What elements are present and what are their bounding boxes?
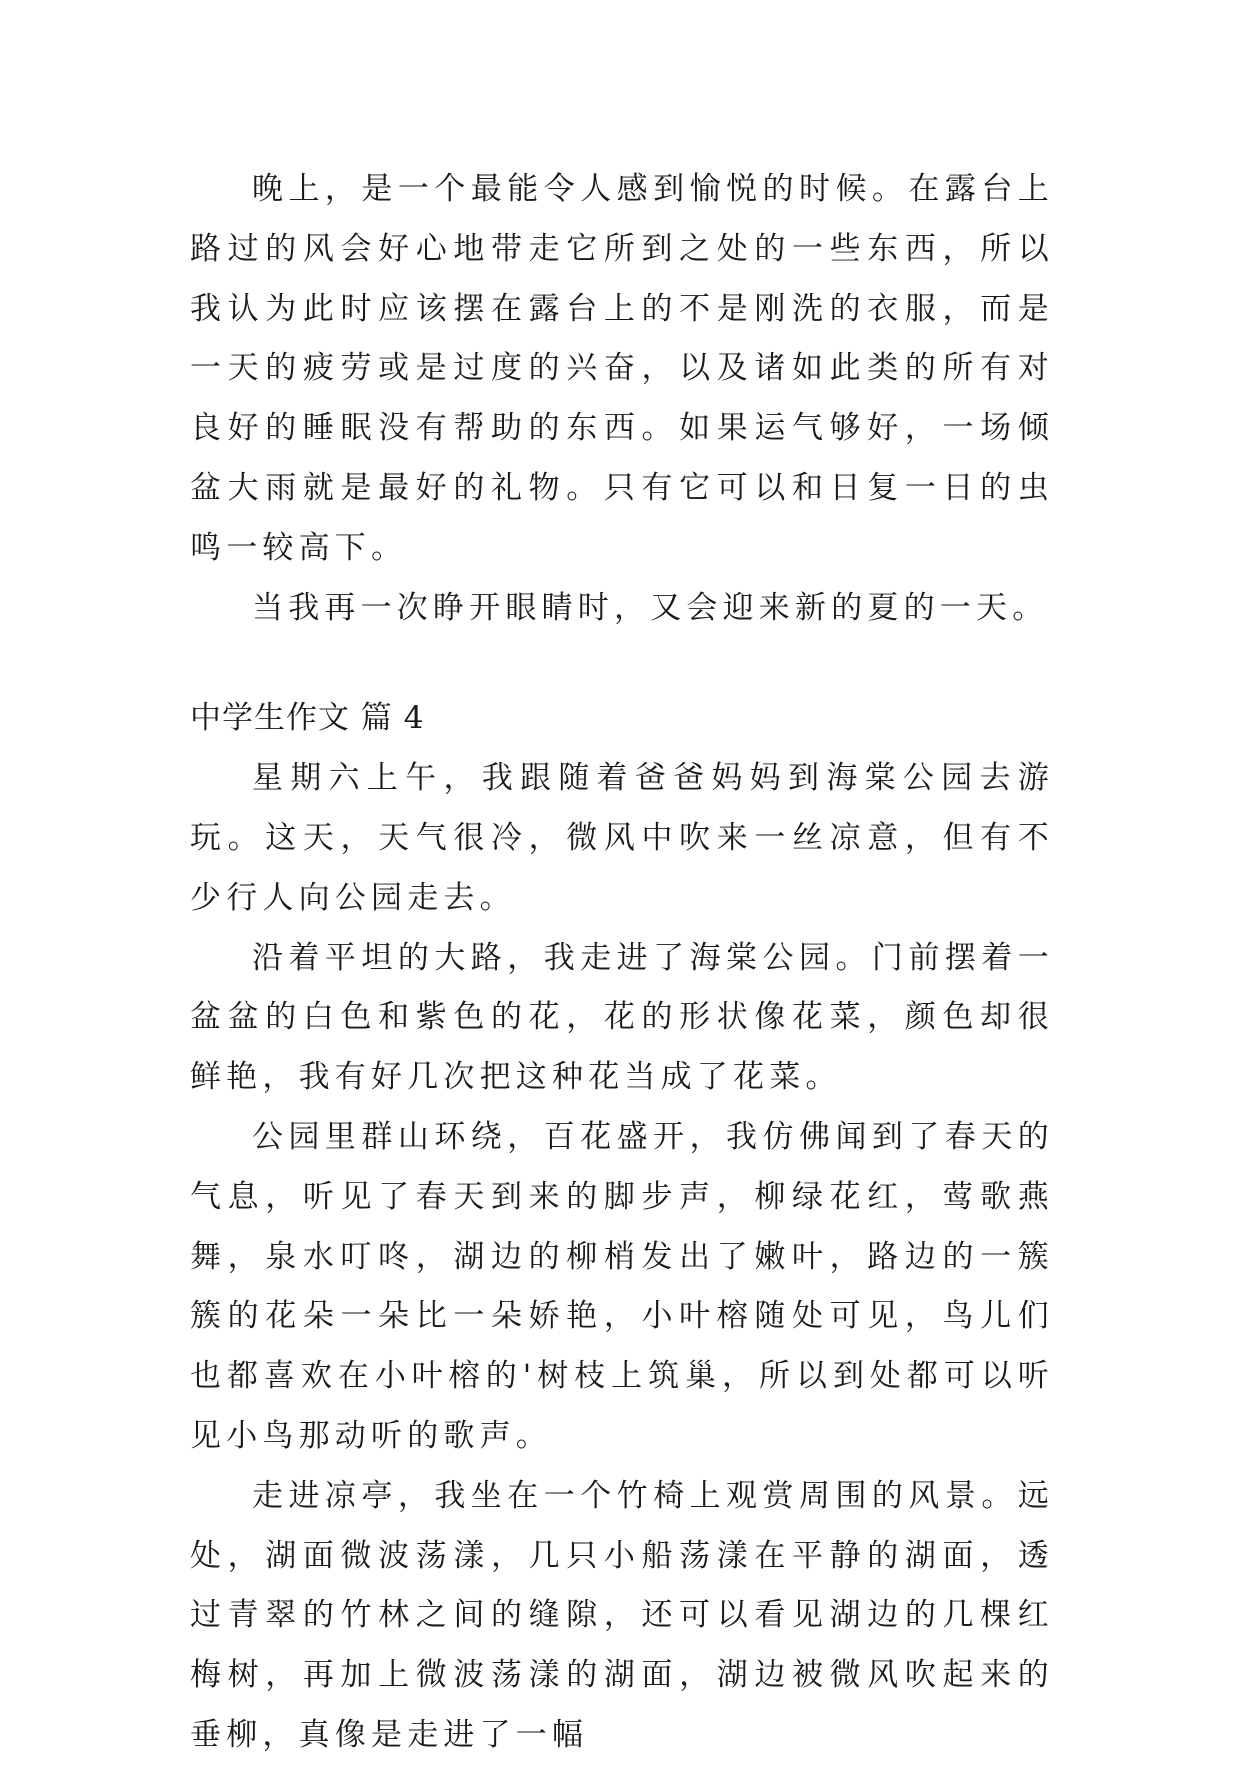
paragraph-entrance: 沿着平坦的大路，我走进了海棠公园。门前摆着一盆盆的白色和紫色的花，花的形状像花菜，颜色却很鲜艳，我有好几次把这种花当成了花菜。 xyxy=(190,939,1054,1096)
section-heading: 中学生作文 篇 4 xyxy=(190,700,425,737)
paragraph-park-scenery: 公园里群山环绕，百花盛开，我仿佛闻到了春天的气息，听见了春天到来的脚步声，柳绿花红，莺歌燕舞，泉水叮咚，湖边的柳梢发出了嫩叶，路边的一簇簇的花朵一朵比一朵娇艳，小叶榕随处可见，鸟儿们也都喜欢在小叶榕的'树枝上筑巢，所以到处都可以听见小鸟那动听的歌声。 xyxy=(190,1118,1054,1454)
text-column xyxy=(190,160,1054,1766)
paragraph-pavilion: 走进凉亭，我坐在一个竹椅上观赏周围的风景。远处，湖面微波荡漾，几只小船荡漾在平静的湖面，透过青翠的竹林之间的缝隙，还可以看见湖边的几棵红梅树，再加上微波荡漾的湖面，湖边被微风吹起来的垂柳，真像是走进了一幅 xyxy=(190,1477,1054,1753)
section-gap xyxy=(190,638,1054,689)
paragraph-new-day: 当我再一次睁开眼睛时，又会迎来新的夏的一天。 xyxy=(252,589,1049,626)
paragraph-evening: 晚上，是一个最能令人感到愉悦的时候。在露台上路过的风会好心地带走它所到之处的一些东西，所以我认为此时应该摆在露台上的不是刚洗的衣服，而是一天的疲劳或是过度的兴奋，以及诸如此类的所有对良好的睡眠没有帮助的东西。如果运气够好，一场倾盆大雨就是最好的礼物。只有它可以和日复一日的虫鸣一较高下。 xyxy=(190,171,1054,566)
paragraph-saturday: 星期六上午，我跟随着爸爸妈妈到海棠公园去游玩。这天，天气很冷，微风中吹来一丝凉意，但有不少行人向公园走去。 xyxy=(190,760,1054,916)
